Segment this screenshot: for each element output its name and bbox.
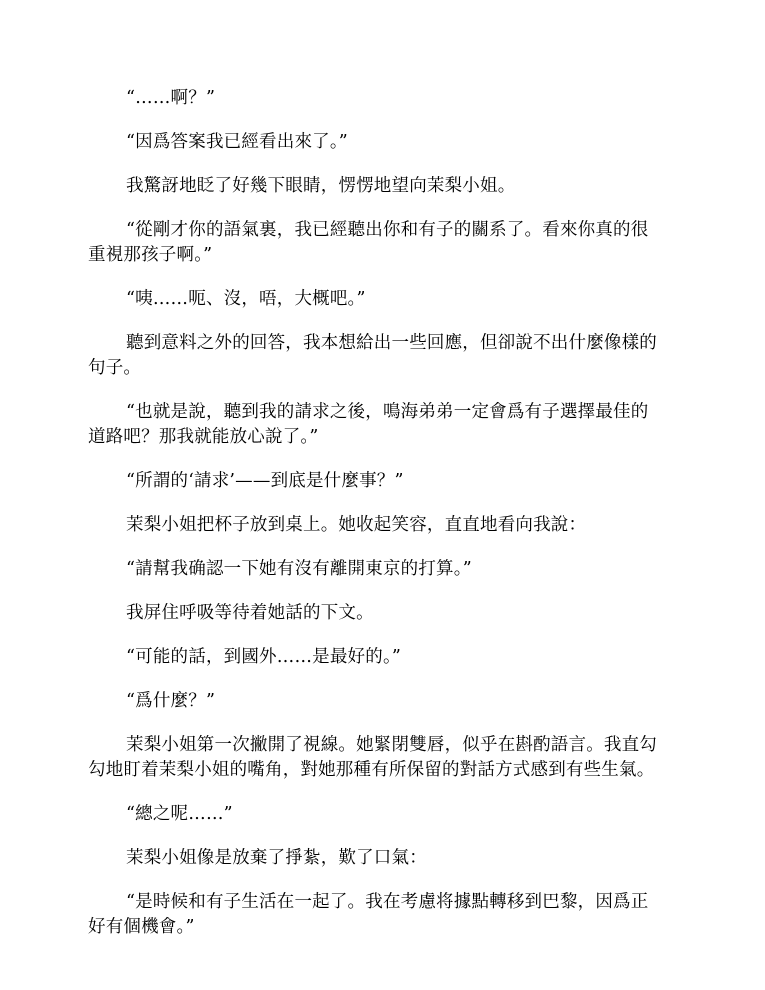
paragraph: “因爲答案我已經看出來了。” <box>126 132 348 152</box>
paragraph: “是時候和有子生活在一起了。我在考慮将據點轉移到巴黎，因爲正好有個機會。” <box>88 892 649 937</box>
paragraph: 聽到意料之外的回答，我本想給出一些回應，但卻說不出什麼像樣的句子。 <box>88 333 657 378</box>
paragraph: 茉梨小姐第一次撇開了視線。她緊閉雙唇，似乎在斟酌語言。我直勾勾地盯着茉梨小姐的嘴角，對她那種有所保留的對話方式感到有些生氣。 <box>88 735 657 780</box>
paragraph: “所謂的‘請求’——到底是什麼事？” <box>126 471 404 491</box>
paragraph: “也就是說，聽到我的請求之後，鳴海弟弟一定會爲有子選擇最佳的道路吧？那我就能放心說了。” <box>88 402 649 447</box>
paragraph: “請幫我确認一下她有沒有離開東京的打算。” <box>126 559 472 579</box>
paragraph: “可能的話，到國外……是最好的。” <box>126 647 402 667</box>
paragraph: 我屏住呼吸等待着她話的下文。 <box>126 603 374 623</box>
paragraph: 茉梨小姐把杯子放到桌上。她收起笑容，直直地看向我說： <box>126 515 587 535</box>
paragraph: “咦……呃、沒，唔，大概吧。” <box>126 289 366 309</box>
paragraph: 我驚訝地眨了好幾下眼睛，愣愣地望向茉梨小姐。 <box>126 176 516 196</box>
paragraph: “從剛才你的語氣裏，我已經聽出你和有子的關系了。看來你真的很重視那孩子啊。” <box>88 220 649 265</box>
paragraph: “爲什麼？” <box>126 691 216 711</box>
paragraph: 茉梨小姐像是放棄了掙紮，歎了口氣： <box>126 848 427 868</box>
paragraph: “……啊？” <box>126 88 216 108</box>
paragraph: “總之呢……” <box>126 804 233 824</box>
